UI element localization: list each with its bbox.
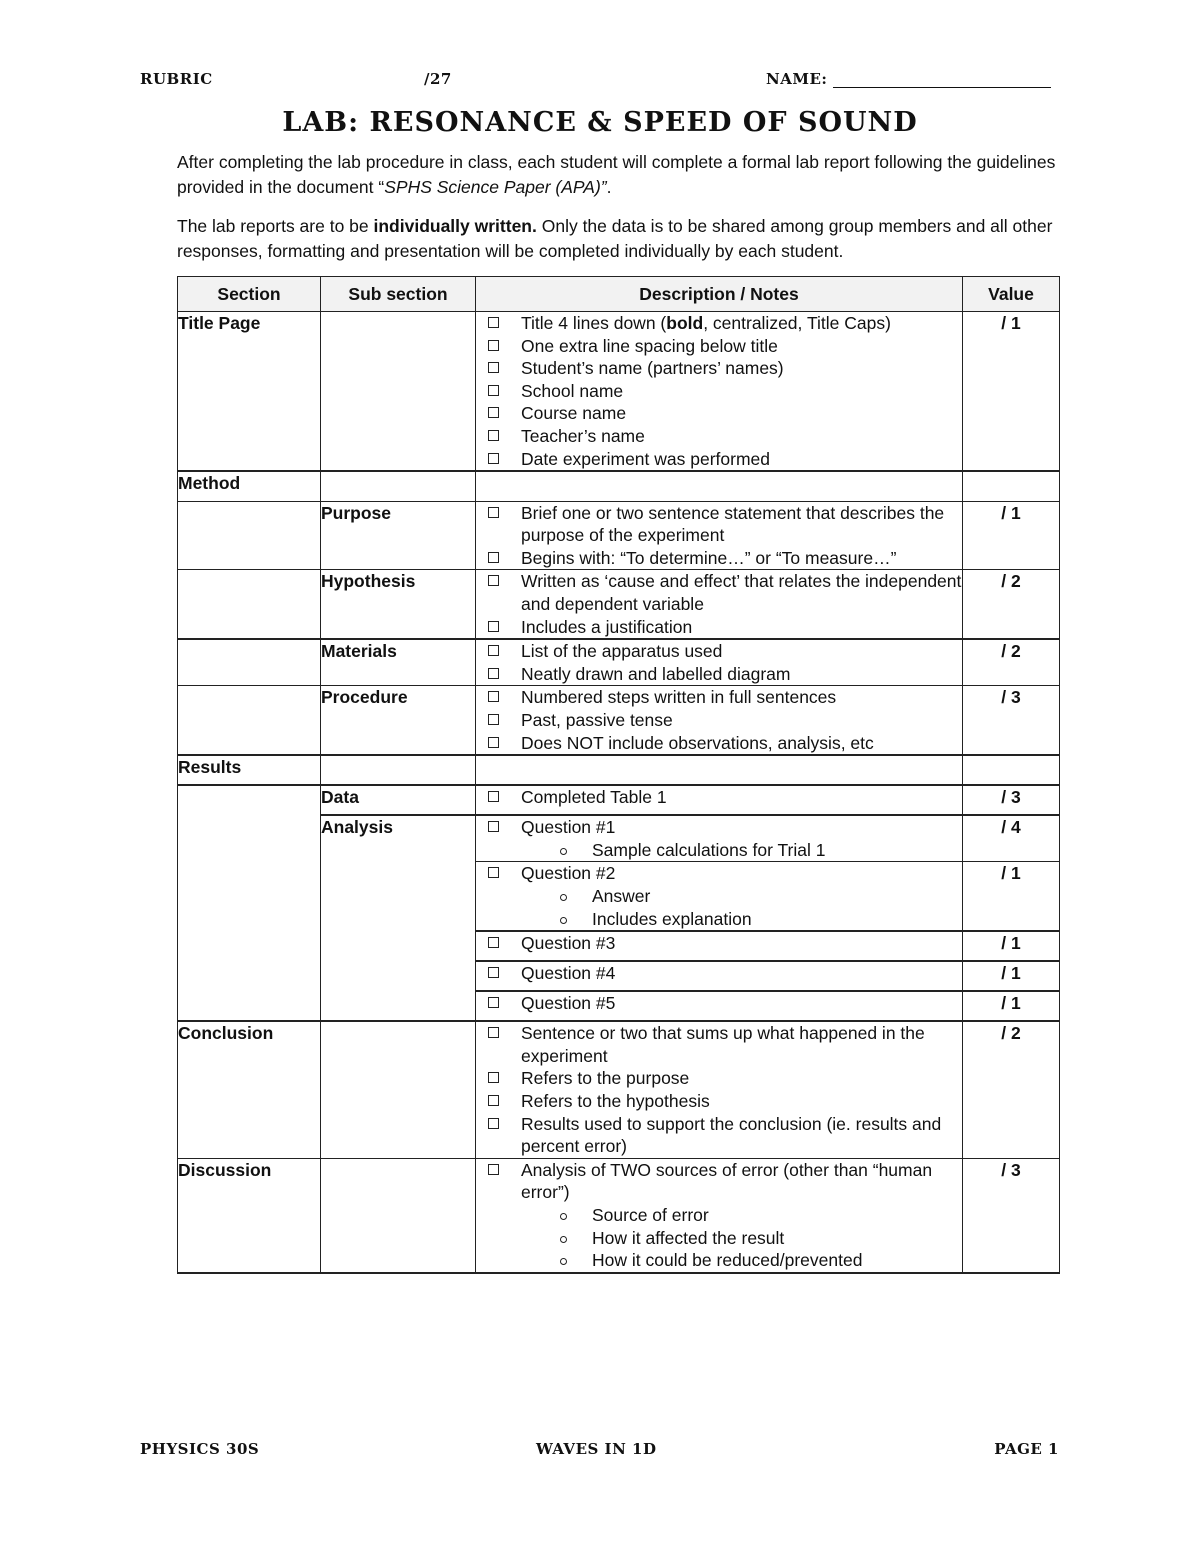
checkbox-icon[interactable]: [488, 1164, 499, 1175]
subsection-cell: Materials: [321, 639, 476, 686]
intro-text: After completing the lab procedure in class, each student will complete a formal lab report following the guidelines provided in the document “: [177, 152, 1056, 197]
checkbox-icon[interactable]: [488, 1027, 499, 1038]
section-cell: [178, 639, 321, 686]
checklist-item: Refers to the purpose: [476, 1067, 962, 1090]
row-results: [178, 755, 1060, 785]
header-label: RUBRIC: [140, 70, 213, 88]
row-hypothesis: [178, 570, 1060, 639]
checklist-item: Date experiment was performed: [476, 448, 962, 471]
bullet-icon: [560, 1213, 567, 1220]
description-cell: [476, 639, 963, 686]
value-cell: / 3: [963, 1158, 1060, 1272]
checklist-item: Completed Table 1: [476, 786, 962, 809]
header-subsection: Sub section: [321, 277, 476, 312]
checkbox-icon[interactable]: [488, 453, 499, 464]
checklist-item: Begins with: “To determine…” or “To measure…”: [476, 547, 962, 570]
checklist-item: Question #4: [476, 962, 962, 985]
description-cell: [476, 1021, 963, 1158]
footer-unit: WAVES IN 1D: [536, 1440, 657, 1458]
bullet-icon: [560, 894, 567, 901]
value-cell: / 3: [963, 785, 1060, 815]
checklist-item: Analysis of TWO sources of error (other than “human error”): [476, 1159, 962, 1204]
header-section: Section: [178, 277, 321, 312]
subsection-cell: [321, 312, 476, 472]
checklist-item: School name: [476, 380, 962, 403]
value-cell: [963, 755, 1060, 785]
checkbox-icon[interactable]: [488, 430, 499, 441]
bullet-icon: [560, 1258, 567, 1265]
description-cell: [476, 312, 963, 472]
value-cell: / 1: [963, 931, 1060, 961]
sub-bullet-item: Answer: [476, 885, 962, 908]
description-cell: [476, 815, 963, 862]
checkbox-icon[interactable]: [488, 1095, 499, 1106]
checkbox-icon[interactable]: [488, 997, 499, 1008]
description-cell: [476, 862, 963, 931]
bullet-icon: [560, 848, 567, 855]
header-value: Value: [963, 277, 1060, 312]
sub-bullet-item: Sample calculations for Trial 1: [476, 839, 962, 862]
checkbox-icon[interactable]: [488, 385, 499, 396]
subsection-cell: Purpose: [321, 501, 476, 570]
checkbox-icon[interactable]: [488, 821, 499, 832]
table-header-row: [178, 277, 1060, 312]
subsection-cell: [321, 471, 476, 501]
section-cell: [178, 501, 321, 570]
subsection-cell: [321, 1158, 476, 1272]
value-cell: / 2: [963, 1021, 1060, 1158]
checkbox-icon[interactable]: [488, 340, 499, 351]
row-title-page: [178, 312, 1060, 472]
bullet-icon: [560, 1236, 567, 1243]
checklist-item: List of the apparatus used: [476, 640, 962, 663]
checkbox-icon[interactable]: [488, 967, 499, 978]
value-cell: / 1: [963, 862, 1060, 931]
checklist-item: Student’s name (partners’ names): [476, 357, 962, 380]
value-cell: / 1: [963, 991, 1060, 1021]
description-cell: [476, 1158, 963, 1272]
value-cell: / 2: [963, 639, 1060, 686]
name-label: NAME:: [766, 70, 828, 88]
description-cell: [476, 471, 963, 501]
checkbox-icon[interactable]: [488, 867, 499, 878]
checklist-item: Brief one or two sentence statement that describes the purpose of the experiment: [476, 502, 962, 547]
section-cell: Method: [178, 471, 321, 501]
value-cell: / 1: [963, 501, 1060, 570]
checklist-item: Numbered steps written in full sentences: [476, 686, 962, 709]
checkbox-icon[interactable]: [488, 1118, 499, 1129]
checklist-item: Results used to support the conclusion (ie. results and percent error): [476, 1113, 962, 1158]
intro-emphasis: individually written.: [373, 216, 537, 236]
subsection-cell: [321, 755, 476, 785]
row-purpose: [178, 501, 1060, 570]
checklist-item: Neatly drawn and labelled diagram: [476, 663, 962, 686]
checklist-item: Question #5: [476, 992, 962, 1015]
intro-end: .: [606, 177, 612, 197]
checkbox-icon[interactable]: [488, 668, 499, 679]
checkbox-icon[interactable]: [488, 1072, 499, 1083]
subsection-cell: Analysis: [321, 815, 476, 1021]
rubric-table: [177, 276, 1060, 1274]
description-cell: [476, 755, 963, 785]
checklist-item: Course name: [476, 402, 962, 425]
bullet-icon: [560, 917, 567, 924]
intro-paragraph-1: [177, 150, 1057, 200]
checkbox-icon[interactable]: [488, 714, 499, 725]
checklist-item: Question #1: [476, 816, 962, 839]
total-score: /27: [424, 70, 452, 88]
row-method: [178, 471, 1060, 501]
description-cell: [476, 785, 963, 815]
value-cell: / 3: [963, 686, 1060, 755]
header-description: Description / Notes: [476, 277, 963, 312]
row-conclusion: [178, 1021, 1060, 1158]
checklist-item: One extra line spacing below title: [476, 335, 962, 358]
section-cell: Conclusion: [178, 1021, 321, 1158]
value-cell: / 1: [963, 312, 1060, 472]
section-cell: Results: [178, 755, 321, 785]
value-cell: / 2: [963, 570, 1060, 639]
row-data: [178, 785, 1060, 815]
intro-text: Only the data is to be shared among group members and all other responses, formatting and presentation will be completed individually by each student.: [177, 216, 1053, 261]
row-materials: [178, 639, 1060, 686]
section-cell: Title Page: [178, 312, 321, 472]
checkbox-icon[interactable]: [488, 621, 499, 632]
section-cell: [178, 570, 321, 639]
checklist-item: Past, passive tense: [476, 709, 962, 732]
section-cell: [178, 686, 321, 755]
checkbox-icon[interactable]: [488, 575, 499, 586]
sub-bullet-item: Includes explanation: [476, 908, 962, 931]
subsection-cell: Hypothesis: [321, 570, 476, 639]
value-cell: / 1: [963, 961, 1060, 991]
section-cell: [178, 785, 321, 1021]
checkbox-icon[interactable]: [488, 791, 499, 802]
sub-bullet-item: Source of error: [476, 1204, 962, 1227]
value-cell: / 4: [963, 815, 1060, 862]
checkbox-icon[interactable]: [488, 645, 499, 656]
name-field[interactable]: [766, 70, 1051, 88]
checkbox-icon[interactable]: [488, 407, 499, 418]
checkbox-icon[interactable]: [488, 362, 499, 373]
intro-text: The lab reports are to be: [177, 216, 374, 236]
row-discussion: [178, 1158, 1060, 1272]
description-cell: [476, 686, 963, 755]
checkbox-icon[interactable]: [488, 937, 499, 948]
checkbox-icon[interactable]: [488, 317, 499, 328]
subsection-cell: Procedure: [321, 686, 476, 755]
description-cell: [476, 501, 963, 570]
page-title: LAB: RESONANCE & SPEED OF SOUND: [282, 107, 918, 138]
value-cell: [963, 471, 1060, 501]
checkbox-icon[interactable]: [488, 552, 499, 563]
subsection-cell: [321, 1021, 476, 1158]
checklist-item: Question #2: [476, 862, 962, 885]
footer-page-number: PAGE 1: [994, 1440, 1059, 1458]
footer-course: PHYSICS 30S: [140, 1440, 260, 1458]
sub-bullet-item: How it could be reduced/prevented: [476, 1249, 962, 1272]
row-procedure: [178, 686, 1060, 755]
description-cell: [476, 961, 963, 991]
description-cell: [476, 991, 963, 1021]
sub-bullet-item: How it affected the result: [476, 1227, 962, 1250]
checklist-item: Refers to the hypothesis: [476, 1090, 962, 1113]
checkbox-icon[interactable]: [488, 691, 499, 702]
checklist-item: Teacher’s name: [476, 425, 962, 448]
checklist-item: Does NOT include observations, analysis, etc: [476, 732, 962, 755]
intro-paragraph-2: [177, 214, 1057, 264]
checklist-item: Sentence or two that sums up what happened in the experiment: [476, 1022, 962, 1067]
checklist-item: Includes a justification: [476, 616, 962, 639]
checklist-item: Question #3: [476, 932, 962, 955]
intro-document-name: SPHS Science Paper (APA)”: [384, 177, 607, 197]
checkbox-icon[interactable]: [488, 507, 499, 518]
description-cell: [476, 570, 963, 639]
name-blank-line[interactable]: [833, 72, 1051, 88]
subsection-cell: Data: [321, 785, 476, 815]
section-cell: Discussion: [178, 1158, 321, 1272]
checkbox-icon[interactable]: [488, 737, 499, 748]
checklist-item: Written as ‘cause and effect’ that relates the independent and dependent variable: [476, 570, 962, 615]
description-cell: [476, 931, 963, 961]
checklist-item: Title 4 lines down (bold, centralized, Title Caps): [476, 312, 962, 335]
